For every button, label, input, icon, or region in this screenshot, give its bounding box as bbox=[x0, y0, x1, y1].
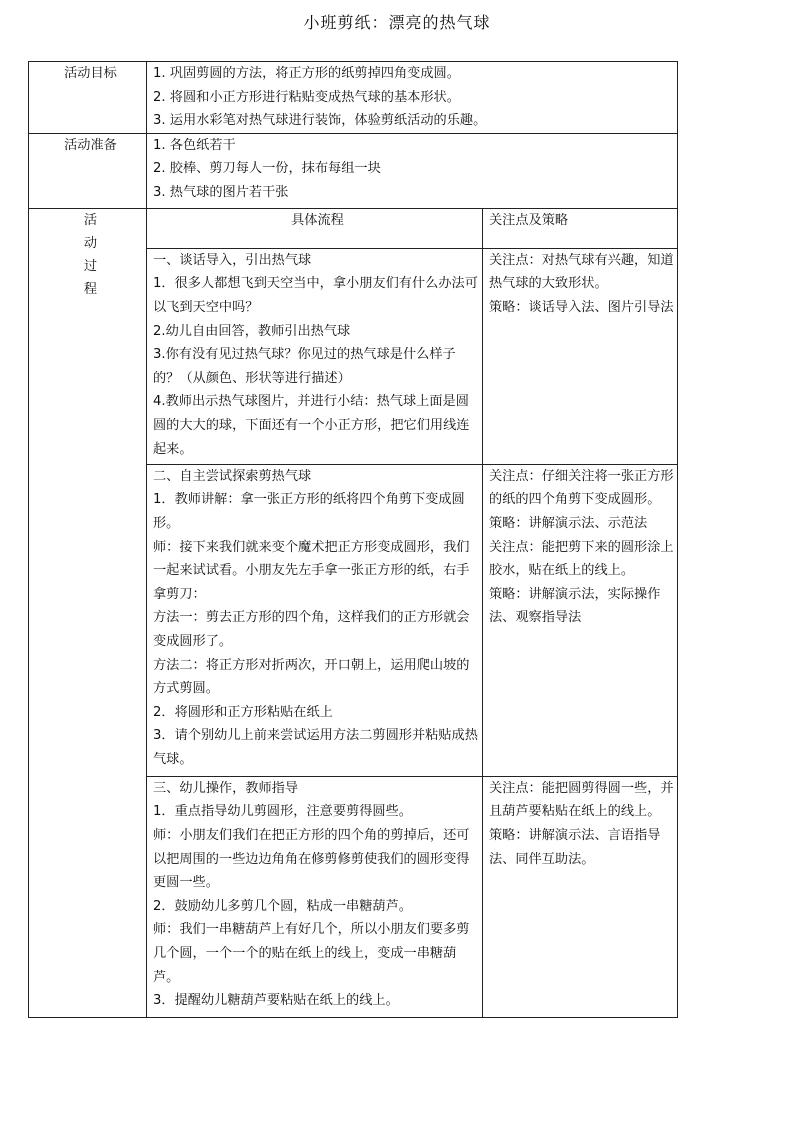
flow-heading: 三、幼儿操作，教师指导 bbox=[153, 780, 299, 796]
goals-row bbox=[29, 62, 678, 134]
flow-line: 2.幼儿自由回答，教师引出热气球 bbox=[153, 323, 351, 339]
focus-line: 策略：讲解演示法、言语指导法、同伴互助法。 bbox=[489, 827, 661, 867]
prep-item: 2. 胶棒、剪刀每人一份，抹布每组一块 bbox=[153, 161, 381, 177]
process-label-char: 动 bbox=[83, 235, 98, 251]
focus-line: 关注点：仔细关注将一张正方形的纸的四个角剪下变成圆形。 bbox=[489, 468, 674, 508]
goals-content bbox=[147, 62, 678, 134]
goals-label: 活动目标 bbox=[29, 62, 147, 134]
page-title: 小班剪纸：漂亮的热气球 bbox=[303, 13, 491, 32]
prep-row bbox=[29, 133, 678, 208]
focus-column-header: 关注点及策略 bbox=[483, 208, 678, 248]
focus-line: 关注点：能把剪下来的圆形涂上胶水，贴在纸上的线上。 bbox=[489, 539, 674, 579]
flow-line: 1．很多人都想飞到天空当中，拿小朋友们有什么办法可以飞到天空中吗？ bbox=[153, 276, 478, 315]
process-label-char: 程 bbox=[83, 281, 98, 297]
flow-line: 方法一：剪去正方形的四个角，这样我们的正方形就会变成圆形了。 bbox=[153, 610, 470, 649]
prep-content bbox=[147, 133, 678, 208]
flow-line: 1．教师讲解：拿一张正方形的纸将四个角剪下变成圆形。 bbox=[153, 492, 465, 531]
process-label-char: 活 bbox=[83, 212, 98, 228]
flow-line: 师：我们一串糖葫芦上有好几个，所以小朋友们要多剪几个圆，一个一个的贴在纸上的线上，变成一串糖葫芦。 bbox=[153, 922, 470, 985]
focus-line: 策略：谈话导入法、图片引导法 bbox=[489, 299, 674, 315]
process-label bbox=[29, 208, 147, 1017]
focus-line: 策略：讲解演示法，实际操作法、观察指导法 bbox=[489, 586, 661, 626]
goal-item: 2. 将圆和小正方形进行粘贴变成热气球的基本形状。 bbox=[153, 89, 460, 105]
goal-item: 3. 运用水彩笔对热气球进行装饰，体验剪纸活动的乐趣。 bbox=[153, 113, 487, 129]
section-2-focus bbox=[483, 464, 678, 776]
prep-item: 3. 热气球的图片若干张 bbox=[153, 184, 289, 200]
flow-line: 方法二：将正方形对折两次，开口朝上，运用爬山坡的方式剪圆。 bbox=[153, 657, 470, 697]
flow-line: 师：小朋友们我们在把正方形的四个角的剪掉后，还可以把周围的一些边边角角在修剪修剪使我们的圆形变得更圆一些。 bbox=[153, 827, 470, 891]
section-3-focus bbox=[483, 776, 678, 1017]
focus-line: 关注点：能把圆剪得圆一些，并且葫芦要粘贴在纸上的线上。 bbox=[489, 780, 674, 820]
prep-item: 1. 各色纸若干 bbox=[153, 137, 236, 153]
process-header-row bbox=[29, 208, 678, 248]
section-3-flow bbox=[147, 776, 483, 1017]
flow-line: 4.教师出示热气球图片，并进行小结：热气球上面是圆圆的大大的球，下面还有一个小正方形，把它们用线连起来。 bbox=[153, 394, 470, 457]
section-1-focus bbox=[483, 248, 678, 464]
flow-line: 2．将圆形和正方形粘贴在纸上 bbox=[153, 704, 333, 720]
process-label-char: 过 bbox=[83, 258, 98, 274]
flow-line: 2．鼓励幼儿多剪几个圆，粘成一串糖葫芦。 bbox=[153, 898, 412, 914]
flow-heading: 二、自主尝试探索剪热气球 bbox=[153, 468, 312, 484]
focus-line: 策略：讲解演示法、示范法 bbox=[489, 515, 648, 531]
flow-line: 3．请个别幼儿上前来尝试运用方法二剪圆形并粘贴成热气球。 bbox=[153, 728, 478, 767]
flow-line: 师：接下来我们就来变个魔术把正方形变成圆形，我们一起来试试看。小朋友先左手拿一张正方形的纸，右手拿剪刀： bbox=[153, 539, 470, 602]
flow-line: 1．重点指导幼儿剪圆形，注意要剪得圆些。 bbox=[153, 804, 412, 820]
flow-line: 3.你有没有见过热气球？你见过的热气球是什么样子的？（从颜色、形状等进行描述） bbox=[153, 347, 456, 386]
flow-line: 3．提醒幼儿糖葫芦要粘贴在纸上的线上。 bbox=[153, 993, 399, 1009]
lesson-plan-table bbox=[28, 61, 678, 1018]
goal-item: 1. 巩固剪圆的方法，将正方形的纸剪掉四角变成圆。 bbox=[153, 66, 460, 81]
prep-label: 活动准备 bbox=[29, 133, 147, 208]
focus-line: 关注点：对热气球有兴趣，知道热气球的大致形状。 bbox=[489, 252, 674, 292]
section-1-flow bbox=[147, 248, 483, 464]
flow-heading: 一、谈话导入，引出热气球 bbox=[153, 252, 312, 268]
section-2-flow bbox=[147, 464, 483, 776]
flow-column-header: 具体流程 bbox=[147, 208, 483, 248]
